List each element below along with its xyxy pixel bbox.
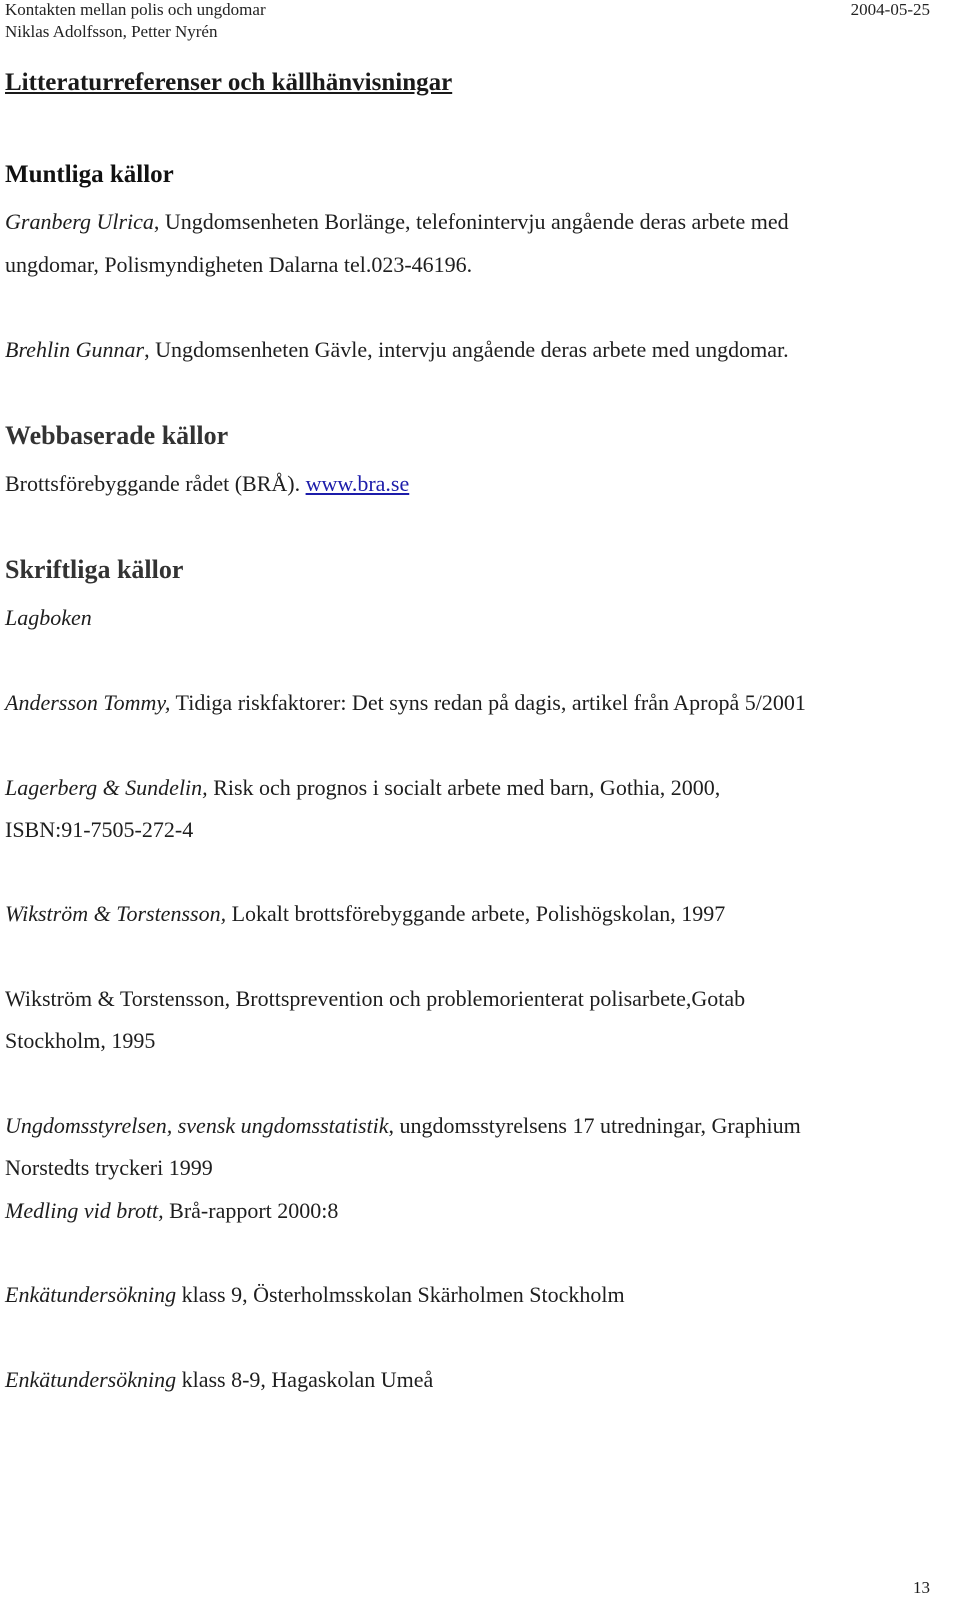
reference-text: Brå-rapport 2000:8	[163, 1198, 339, 1223]
reference-author: Enkätundersökning	[5, 1282, 177, 1307]
reference-entry	[5, 209, 789, 235]
header-date: 2004-05-25	[850, 0, 930, 19]
reference-author: Brehlin Gunnar	[5, 337, 145, 362]
section-heading-muntliga: Muntliga källor	[5, 161, 174, 188]
reference-text: klass 8-9, Hagaskolan Umeå	[176, 1367, 434, 1392]
reference-entry	[5, 1113, 801, 1139]
reference-text-continued: ISBN:91-7505-272-4	[5, 817, 194, 842]
reference-text: Lokalt brottsförebyggande arbete, Polishögskolan, 1997	[226, 901, 726, 926]
section-heading-skriftliga: Skriftliga källor	[5, 555, 184, 584]
reference-author: Granberg Ulrica	[5, 209, 154, 234]
reference-entry	[5, 1367, 433, 1393]
header-authors: Niklas Adolfsson, Petter Nyrén	[5, 22, 218, 41]
reference-text: , Ungdomsenheten Gävle, intervju angående deras arbete med ungdomar.	[144, 337, 789, 362]
reference-entry	[5, 690, 806, 716]
reference-text: , Ungdomsenheten Borlänge, telefonintervju angående deras arbete med	[153, 209, 789, 234]
reference-entry	[5, 775, 720, 801]
section-heading-webb: Webbaserade källor	[5, 421, 229, 450]
reference-entry	[5, 1198, 338, 1224]
page-number: 13	[913, 1578, 930, 1597]
reference-text-continued: ungdomar, Polismyndigheten Dalarna tel.023-46196.	[5, 252, 473, 277]
header-doc-title: Kontakten mellan polis och ungdomar	[5, 0, 266, 19]
reference-entry	[5, 471, 409, 497]
reference-author: Ungdomsstyrelsen, svensk ungdomsstatistik	[5, 1113, 389, 1138]
reference-author: Enkätundersökning	[5, 1367, 177, 1392]
reference-entry	[5, 901, 725, 927]
reference-text-continued: Norstedts tryckeri 1999	[5, 1155, 213, 1180]
website-link[interactable]: www.bra.se	[305, 471, 410, 496]
reference-text: Brottsförebyggande rådet (BRÅ).	[5, 471, 306, 496]
reference-author: Medling vid brott,	[5, 1198, 164, 1223]
reference-entry	[5, 1282, 625, 1308]
reference-entry: Lagboken	[5, 605, 92, 630]
reference-text: klass 9, Österholmsskolan Skärholmen Stockholm	[176, 1282, 625, 1307]
reference-text: Risk och prognos i socialt arbete med barn, Gothia, 2000,	[207, 775, 721, 800]
reference-text: Tidiga riskfaktorer: Det syns redan på dagis, artikel från Apropå 5/2001	[170, 690, 806, 715]
reference-author: Lagerberg & Sundelin,	[5, 775, 208, 800]
reference-entry	[5, 337, 789, 363]
reference-author: Andersson Tommy,	[5, 690, 171, 715]
reference-entry: Wikström & Torstensson, Brottsprevention och problemorienterat polisarbete,Gotab	[5, 986, 746, 1011]
reference-text-continued: Stockholm, 1995	[5, 1028, 156, 1053]
reference-text: , ungdomsstyrelsens 17 utredningar, Graphium	[388, 1113, 801, 1138]
reference-author: Wikström & Torstensson,	[5, 901, 227, 926]
page-title: Litteraturreferenser och källhänvisningar	[5, 69, 453, 96]
